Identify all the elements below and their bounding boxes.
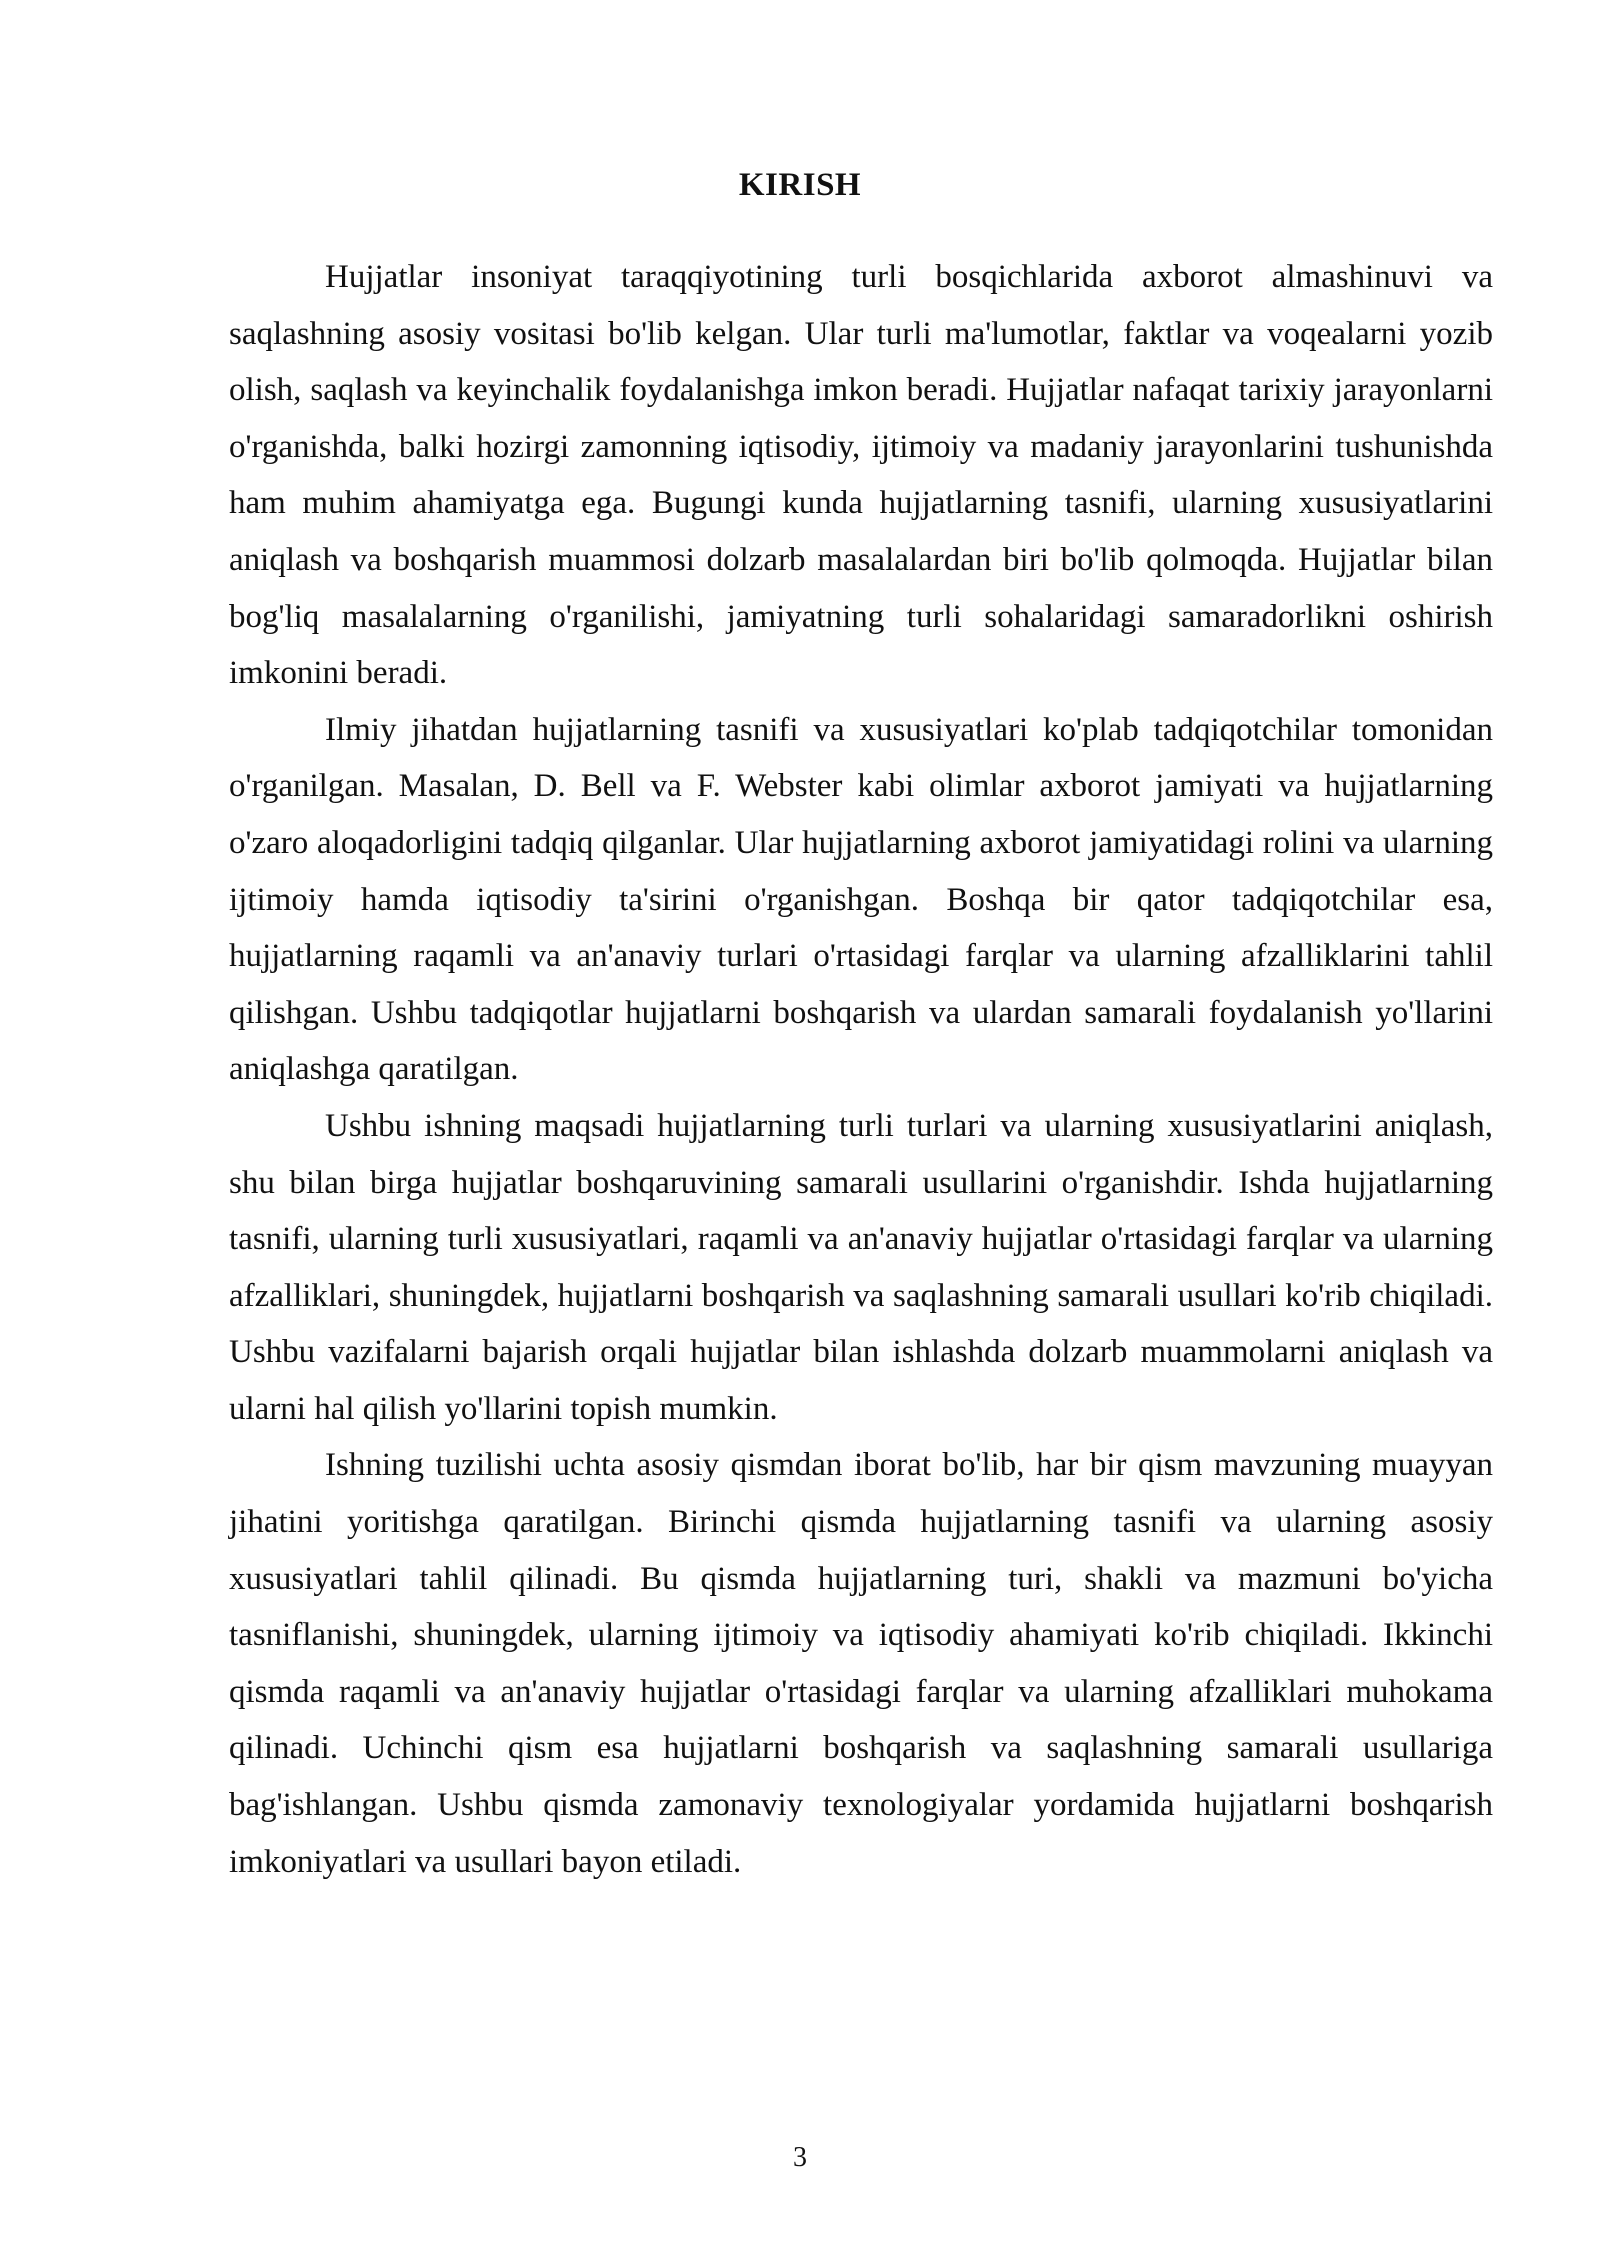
paragraph-aim: Ushbu ishning maqsadi hujjatlarning turli turlari va ularning xususiyatlarini aniqlash, shu bilan birga hujjatlar boshqaruvining samarali usullarini o'rganishdir. Ishda hujjatlarning tasnifi, ularning turli xususiyatlari, raqamli va an'anaviy hujjatlar o'rtasidagi farqlar va ularning afzalliklari, shuningdek, hujjatlarni boshqarish va saqlashning samarali usullari ko'rib chiqiladi. Ushbu vazifalarni bajarish orqali hujjatlar bilan ishlashda dolzarb muammolarni aniqlash va ularni hal qilish yo'llarini topish mumkin. [229,1107,1493,1427]
paragraph-intro: Hujjatlar insoniyat taraqqiyotining turli bosqichlarida axborot almashinuvi va saqlashning asosiy vositasi bo'lib kelgan. Ular turli ma'lumotlar, faktlar va voqealarni yozib olish, saqlash va keyinchalik foydalanishga imkon beradi. Hujjatlar nafaqat tarixiy jarayonlarni o'rganishda, balki hozirgi zamonning iqtisodiy, ijtimoiy va madaniy jarayonlarini tushunishda ham muhim ahamiyatga ega. Bugungi kunda hujjatlarning tasnifi, ularning xususiyatlarini aniqlash va boshqarish muammosi dolzarb masalalardan biri bo'lib qolmoqda. Hujjatlar bilan bog'liq masalalarning o'rganilishi, jamiyatning turli sohalaridagi samaradorlikni oshirish imkonini beradi. [229,259,1493,692]
paragraph-literature-review: Ilmiy jihatdan hujjatlarning tasnifi va xususiyatlari ko'plab tadqiqotchilar tomonidan o'rganilgan. Masalan, D. Bell va F. Webster kabi olimlar axborot jamiyati va hujjatlarning o'zaro aloqadorligini tadqiq qilganlar. Ular hujjatlarning axborot jamiyatidagi rolini va ularning ijtimoiy hamda iqtisodiy ta'sirini o'rganishgan. Boshqa bir qator tadqiqotchilar esa, hujjatlarning raqamli va an'anaviy turlari o'rtasidagi farqlar va ularning afzalliklarini tahlil qilishgan. Ushbu tadqiqotlar hujjatlarni boshqarish va ulardan samarali foydalanish yo'llarini aniqlashga qaratilgan. [229,711,1493,1088]
paragraph-structure: Ishning tuzilishi uchta asosiy qismdan iborat bo'lib, har bir qism mavzuning muayyan jihatini yoritishga qaratilgan. Birinchi qismda hujjatlarning tasnifi va ularning asosiy xususiyatlari tahlil qilinadi. Bu qismda hujjatlarning turi, shakli va mazmuni bo'yicha tasniflanishi, shuningdek, ularning ijtimoiy va iqtisodiy ahamiyati ko'rib chiqiladi. Ikkinchi qismda raqamli va an'anaviy hujjatlar o'rtasidagi farqlar va ularning afzalliklari muhokama qilinadi. Uchinchi qism esa hujjatlarni boshqarish va saqlashning samarali usullariga bag'ishlangan. Ushbu qismda zamonaviy texnologiyalar yordamida hujjatlarni boshqarish imkoniyatlari va usullari bayon etiladi. [229,1447,1493,1880]
page-title: KIRISH [738,167,862,203]
page-number: 3 [793,2142,807,2173]
body-text [229,249,1493,1890]
